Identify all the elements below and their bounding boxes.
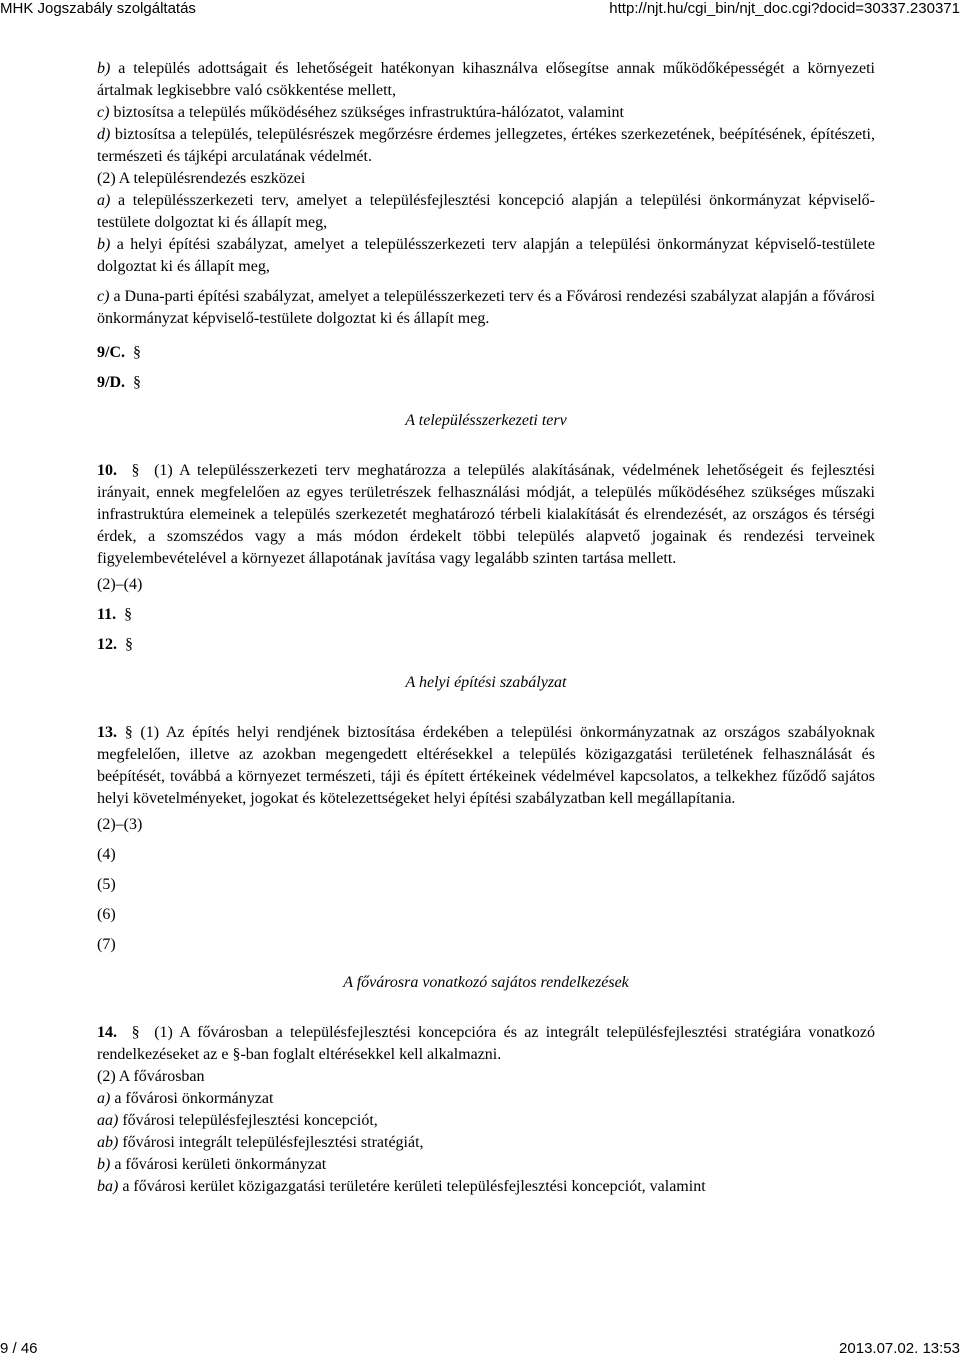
subparagraph: (2)–(3) <box>97 816 143 833</box>
point-2a <box>97 190 875 234</box>
section-10 <box>97 460 875 570</box>
point-text: a település adottságait és lehetőségeit hatékonyan kihasználva elősegítse annak működőképességét a környezeti ártalmak legkisebbre való csökkentése mellett, <box>97 60 875 99</box>
point-text: a fővárosi kerület közigazgatási területére kerületi településfejlesztési koncepciót, valamint <box>118 1178 706 1195</box>
point-label: c) <box>97 104 110 121</box>
paragraph-2-intro: (2) A fővárosban <box>97 1068 205 1085</box>
section-12 <box>97 630 875 660</box>
section-number: 10. <box>97 462 117 479</box>
point-b <box>97 58 875 102</box>
point-aa <box>97 1110 875 1132</box>
point-2c <box>97 286 875 330</box>
point-ab <box>97 1132 875 1154</box>
point-ba <box>97 1176 875 1198</box>
point-text: a Duna-parti építési szabályzat, amelyet a településszerkezeti terv és a Fővárosi rendezési szabályzat alapján a fővárosi önkormányzat képviselő-testülete dolgoztat ki és állapít meg. <box>97 288 875 327</box>
point-text: biztosítsa a település működéséhez szükséges infrastruktúra-hálózatot, valamint <box>109 104 624 121</box>
header-source: MHK Jogszabály szolgáltatás <box>0 0 196 17</box>
section-11 <box>97 600 875 630</box>
heading-telepulesszerkezeti-terv: A településszerkezeti terv <box>405 412 567 429</box>
print-timestamp: 2013.07.02. 13:53 <box>839 1340 960 1357</box>
point-label: a) <box>97 192 111 209</box>
section-13 <box>97 722 875 810</box>
section-14 <box>97 1022 875 1066</box>
point-label: ab) <box>97 1134 119 1151</box>
point-text: fővárosi integrált településfejlesztési stratégiát, <box>118 1134 424 1151</box>
subparagraph: (7) <box>97 936 116 953</box>
point-label: aa) <box>97 1112 119 1129</box>
section-9c <box>97 338 875 368</box>
page-number: 9 / 46 <box>0 1340 38 1357</box>
point-text: a helyi építési szabályzat, amelyet a településszerkezeti terv alapján a települési önkormányzat képviselő-testülete dolgoztat ki és állapít meg, <box>97 236 875 275</box>
point-2b <box>97 234 875 278</box>
point-label: b) <box>97 60 111 77</box>
point-label: d) <box>97 126 111 143</box>
section-link[interactable]: § <box>133 344 141 361</box>
section-link[interactable]: § <box>133 374 141 391</box>
point-label: c) <box>97 288 110 305</box>
point-a <box>97 1088 875 1110</box>
document-body <box>97 58 875 1198</box>
point-text: a fővárosi önkormányzat <box>110 1090 274 1107</box>
subparagraph: (6) <box>97 906 116 923</box>
point-label: b) <box>97 1156 111 1173</box>
point-label: a) <box>97 1090 111 1107</box>
point-text: a településszerkezeti terv, amelyet a településfejlesztési koncepció alapján a települési önkormányzat képviselő-testülete dolgoztat ki és állapít meg, <box>97 192 875 231</box>
section-link[interactable]: § <box>131 462 140 479</box>
subparagraph: (4) <box>97 846 116 863</box>
point-c <box>97 102 875 124</box>
section-number: 9/C. <box>97 344 125 361</box>
point-label: ba) <box>97 1178 119 1195</box>
section-text: (1) A településszerkezeti terv meghatározza a település alakításának, védelmének lehetőségeit és fejlesztési irányait, ennek megfelelően az egyes területrészek felhasználási módját, a település működéséhez szükséges műszaki infrastruktúra elemeinek a település szerkezetét meghatározó térbeli kialakítását és elrendezését, az országos és térségi érdek, a szomszédos vagy a más módon érdekelt többi település alapvető jogainak és rendezési terveinek figyelembevételével a környezet állapotának javítása vagy legalább szinten tartása mellett. <box>97 462 875 567</box>
heading-fovaros: A fővárosra vonatkozó sajátos rendelkezések <box>343 974 629 991</box>
point-text: fővárosi településfejlesztési koncepciót, <box>118 1112 378 1129</box>
point-b <box>97 1154 875 1176</box>
section-number: 12. <box>97 636 117 653</box>
point-d <box>97 124 875 168</box>
section-number: 11. <box>97 606 117 623</box>
point-text: biztosítsa a település, településrészek megőrzésre érdemes jellegzetes, értékes szerkezetének, beépítésének, építészeti, természeti és tájképi arculatának védelmét. <box>97 126 875 165</box>
section-link[interactable]: § <box>124 606 133 623</box>
section-number: 9/D. <box>97 374 125 391</box>
header-url[interactable]: http://njt.hu/cgi_bin/njt_doc.cgi?docid=30337.230371 <box>609 0 960 17</box>
subparagraph: (5) <box>97 876 116 893</box>
point-text: a fővárosi kerületi önkormányzat <box>110 1156 327 1173</box>
subparagraph: (2)–(4) <box>97 576 143 593</box>
paragraph-2-intro: (2) A településrendezés eszközei <box>97 170 306 187</box>
section-text: -ban foglalt eltérésekkel kell alkalmazni. <box>240 1046 502 1063</box>
point-label: b) <box>97 236 111 253</box>
section-number: 14. <box>97 1024 117 1041</box>
section-link[interactable]: § <box>124 724 133 741</box>
section-link[interactable]: § <box>125 636 133 653</box>
section-link[interactable]: § <box>232 1046 241 1063</box>
section-text: (1) Az építés helyi rendjének biztosítása érdekében a települési önkormányzatnak az országos szabályoknak megfelelően, illetve az azokban megengedett eltérésekkel a település közigazgatási területének felhasználását és beépítését, továbbá a környezet természeti, táji és épített értékeinek védelmével kapcsolatos, a telkekhez fűződő sajátos helyi követelményeket, jogokat és kötelezettségeket helyi építési szabályzatban kell megállapítania. <box>97 724 875 807</box>
section-9d <box>97 368 875 398</box>
section-number: 13. <box>97 724 117 741</box>
section-text: (1) A fővárosban a településfejlesztési koncepcióra és az integrált településfejlesztési stratégiára vonatkozó rendelkezéseket az e <box>97 1024 876 1063</box>
heading-helyi-epitesi-szabalyzat: A helyi építési szabályzat <box>405 674 567 691</box>
section-link[interactable]: § <box>131 1024 140 1041</box>
